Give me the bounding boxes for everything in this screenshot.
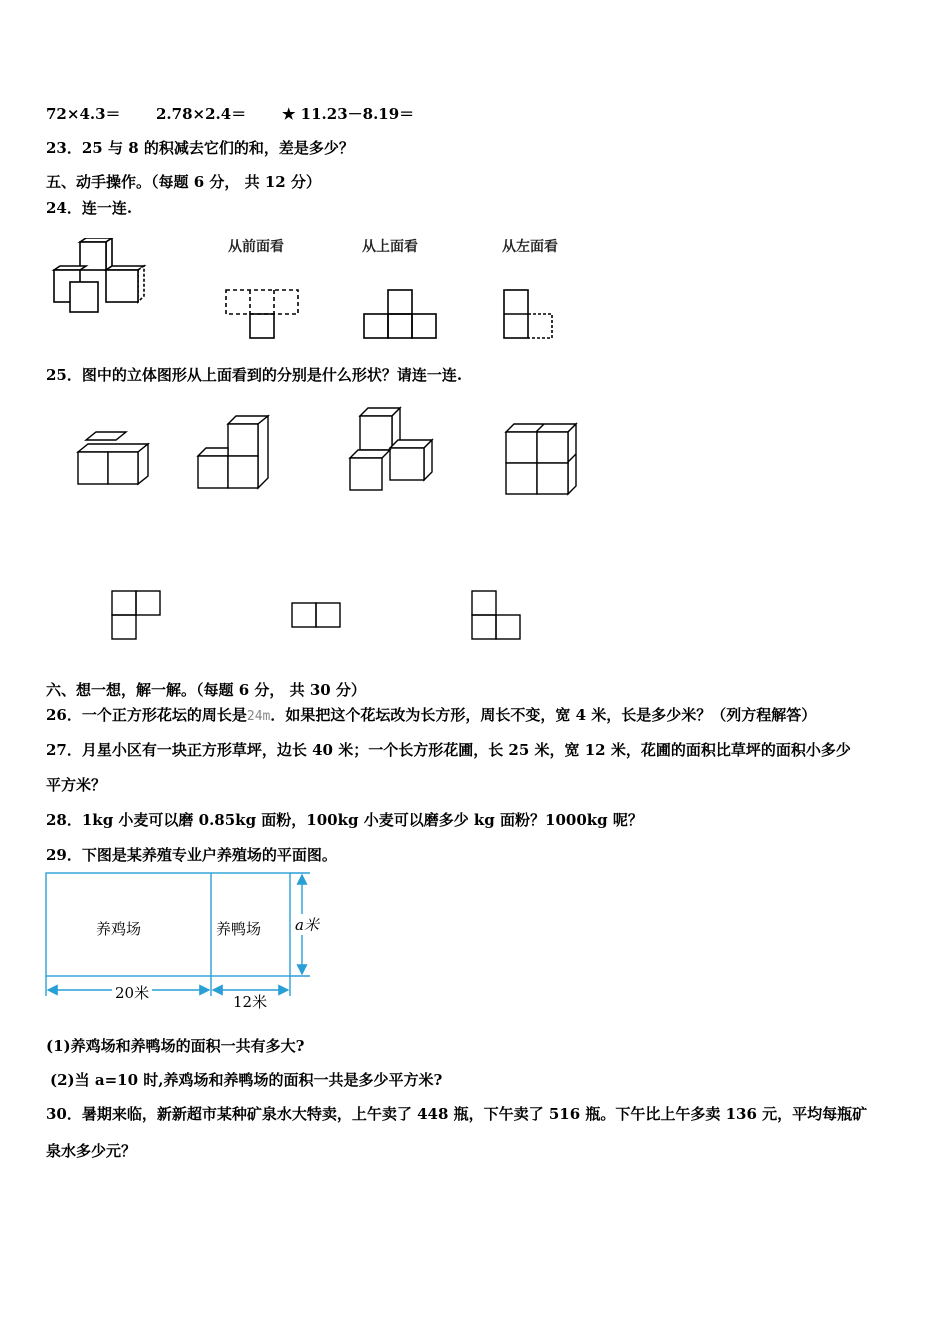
q25-solid-2[interactable] [196,414,272,490]
q25-solid-1[interactable] [76,430,152,486]
question-28: 28．1kg 小麦可以磨 0.85kg 面粉，100kg 小麦可以磨多少 kg 面粉？1000kg 呢？ [46,811,643,829]
duck-farm-label: 养鸭场 [216,920,262,938]
farm-plan-diagram [40,866,330,1016]
top-view-option-3[interactable] [470,589,524,641]
question-30-line-1: 30．暑期来临，新新超市某种矿泉水大特卖，上午卖了 448 瓶，下午卖了 516 瓶。下午比上午多卖 136 元，平均每瓶矿 [46,1105,868,1123]
width-20-label: 20米 [112,982,152,1003]
view-label-left: 从左面看 [502,239,558,255]
question-26-text-after: ．如果把这个花坛改为长方形，周长不变，宽 4 米，长是多少米？（列方程解答） [270,706,817,724]
top-view-option-2[interactable] [290,601,344,629]
section-6-heading: 六、想一想，解一解。（每题 6 分， 共 30 分） [46,681,366,699]
q24-solid-figure [50,238,150,318]
view-label-top: 从上面看 [362,239,418,255]
section-5-heading: 五、动手操作。（每题 6 分， 共 12 分） [46,173,321,191]
q25-solid-4[interactable] [504,422,580,498]
front-view-shape[interactable] [224,288,300,340]
question-26 [46,704,816,725]
width-12-label: 12米 [233,993,268,1011]
view-label-front: 从前面看 [228,239,284,255]
question-29-sub-1: (1)养鸡场和养鸭场的面积一共有多大? [46,1037,305,1055]
left-view-shape[interactable] [502,288,554,340]
question-29-sub-2: (2)当 a=10 时,养鸡场和养鸭场的面积一共是多少平方米? [50,1071,443,1089]
question-26-perimeter-value: 24m [246,709,271,724]
q25-solid-3[interactable] [348,406,434,492]
calc-item-2: 2.78×2.4＝ [156,105,247,123]
calc-item-1: 72×4.3＝ [46,105,121,123]
question-24: 24．连一连. [46,199,133,217]
question-26-text-before: 26．一个正方形花坛的周长是 [46,706,247,724]
calc-row [46,103,466,123]
question-29: 29．下图是某养殖专业户养殖场的平面图。 [46,846,337,864]
question-30-line-2: 泉水多少元？ [46,1142,137,1160]
question-23: 23．25 与 8 的积减去它们的和，差是多少？ [46,139,354,157]
question-25: 25．图中的立体图形从上面看到的分别是什么形状？请连一连. [46,366,463,384]
question-27-line-2: 平方米？ [46,776,107,794]
calc-item-3: ★ 11.23－8.19＝ [282,105,415,123]
top-view-option-1[interactable] [110,589,164,641]
chicken-farm-label: 养鸡场 [96,920,142,938]
question-27-line-1: 27．月星小区有一块正方形草坪，边长 40 米；一个长方形花圃，长 25 米，宽 12 米，花圃的面积比草坪的面积小多少 [46,741,851,759]
top-view-shape[interactable] [362,288,438,340]
side-length-label: a米 [295,916,319,934]
